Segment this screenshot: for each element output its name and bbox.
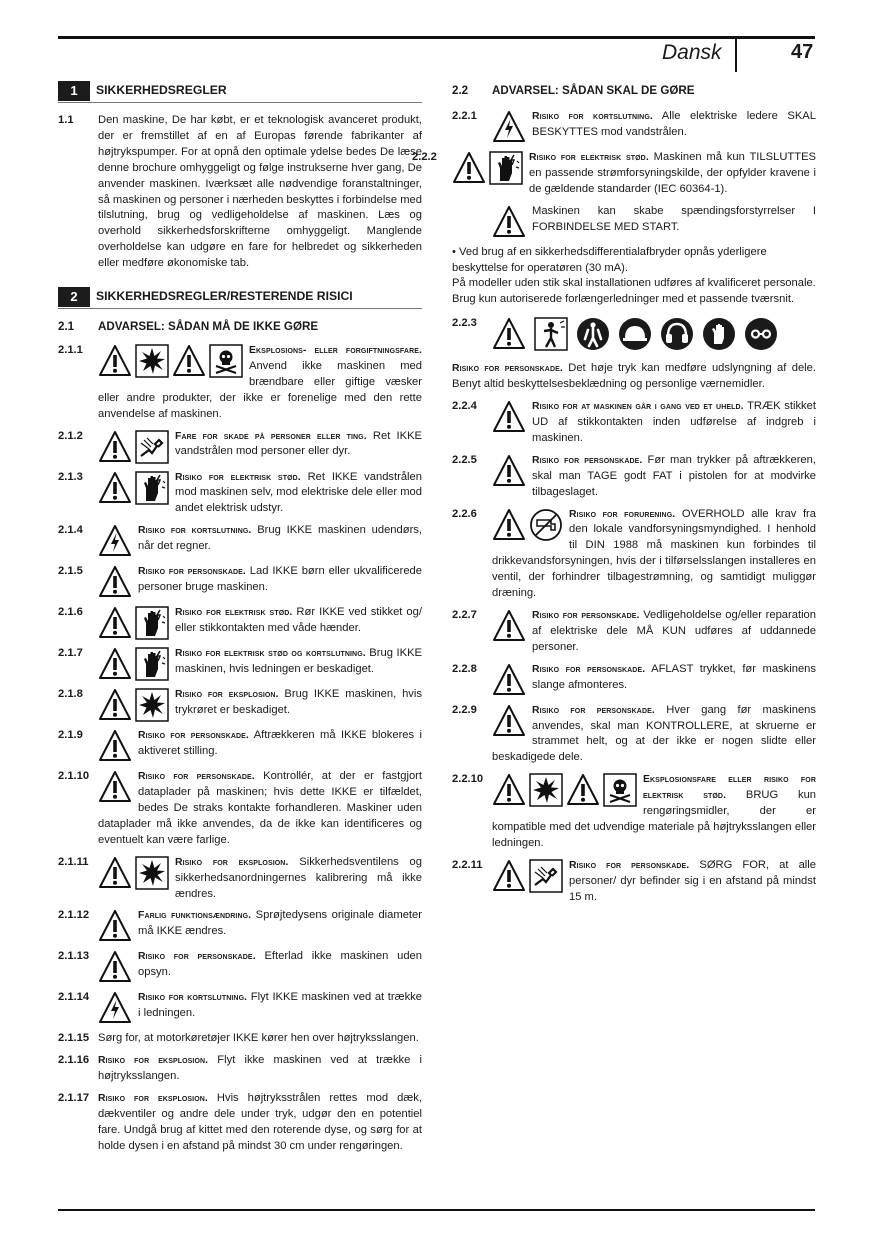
item-number: 2.1.12 [58, 909, 90, 922]
spray-jet-icon [135, 430, 169, 464]
warning-icon [492, 663, 526, 697]
high-voltage-icon [492, 110, 526, 144]
warning-icon [98, 770, 132, 804]
item-text: Flyt IKKE maskinen ved at trække i ledningen. [138, 991, 422, 1020]
item-lead: Risiko for kortslutning. [532, 110, 653, 122]
icon-group [98, 565, 132, 599]
item-text: Brug IKKE maskinen udendørs, når det regner. [138, 524, 422, 553]
item-number: 2.1.6 [58, 606, 83, 619]
item-number: 2.1.1 [58, 343, 83, 356]
warning-icon [452, 151, 486, 185]
item-lead: Risiko for at maskinen går i gang ved et uheld. [532, 401, 744, 413]
item-2-2-7 [452, 608, 816, 656]
item-number-empty [452, 204, 492, 239]
subsection-2-1-heading [58, 319, 422, 335]
item-text: Vedligeholdelse og/eller reparation af elektriske dele MÅ KUN udføres af uddannede personer. [532, 608, 816, 653]
item-2-2-10 [452, 772, 816, 852]
item-text: Aftrækkeren må IKKE blokeres i aktiveret stilling. [138, 729, 422, 758]
item-lead: Risiko for elektrisk stød. [175, 607, 293, 619]
item-2-2-4 [452, 399, 816, 447]
item-2-1-15 [58, 1031, 422, 1047]
section-number: 2 [58, 287, 90, 307]
item-number: 2.1.17 [58, 1092, 90, 1105]
toxic-skull-icon [603, 773, 637, 807]
icon-group [492, 205, 526, 239]
item-text: Sprøjtedysens originale diameter må IKKE ændres. [138, 909, 422, 938]
item-text: Flyt ikke maskinen ved at trække i højtryksslangen. [98, 1054, 422, 1083]
item-text: Sikkerhedsventilens og sikkerhedsanordningernes kalibrering må ikke ændres. [175, 855, 422, 900]
item-number: 2.1.2 [58, 429, 83, 442]
item-2-1-16 [58, 1053, 422, 1085]
icon-group [492, 663, 526, 697]
icon-group [492, 704, 526, 738]
item-2-1-14 [58, 990, 422, 1025]
item-number: 2.2.10 [452, 773, 484, 786]
icon-group [98, 770, 132, 804]
item-text: Alle elektriske ledere SKAL BESKYTTES mod vandstrålen. [532, 109, 816, 138]
warning-icon [492, 859, 526, 893]
warning-icon [98, 856, 132, 890]
warning-icon [98, 471, 132, 505]
warning-icon [98, 909, 132, 943]
no-backflow-tap-icon [529, 508, 563, 542]
ear-protection-icon [660, 317, 694, 351]
item-number: 2.1.13 [58, 950, 90, 963]
warning-icon [566, 773, 600, 807]
icon-group [98, 524, 132, 558]
item-text: Sørg for, at motorkøretøjer IKKE kører hen over højtryksslangen. [98, 1032, 419, 1045]
item-number: 2.2.2 [412, 150, 437, 163]
icon-group [98, 856, 169, 890]
warning-icon [492, 205, 526, 239]
item-text: Anvend ikke maskinen med brændbare eller giftige væsker eller andre produkter, der ikke er forenelige med den rette anvendelse af maskinen. [98, 359, 422, 420]
icon-group [492, 317, 810, 351]
item-number: 2.1.14 [58, 991, 90, 1004]
icon-group [98, 430, 169, 464]
item-lead: Risiko for personskade. [532, 704, 655, 716]
item-lead: Risiko for personskade. [138, 566, 246, 578]
item-number: 2.1.15 [58, 1032, 90, 1045]
warning-icon [492, 508, 526, 542]
helmet-icon [618, 317, 652, 351]
item-lead: Risiko for eksplosion. [98, 1093, 208, 1105]
item-number: 2.2.6 [452, 507, 477, 520]
high-voltage-icon [98, 991, 132, 1025]
footer-rule [58, 1209, 815, 1211]
item-text: Ret IKKE vandstrålen mod maskinen selv, mod elektriske dele eller mod andet elektrisk udstyr. [175, 470, 422, 515]
paragraph-number: 1.1 [58, 114, 74, 126]
item-lead: Risiko for personskade. [532, 663, 646, 675]
icon-group [492, 773, 637, 807]
gloves-icon [702, 317, 736, 351]
section-title: SIKKERHEDSREGLER [96, 83, 227, 98]
item-number: 2.1.7 [58, 647, 83, 660]
item-text: Brug IKKE maskinen, hvis ledningen er beskadiget. [175, 647, 422, 676]
warning-icon [98, 647, 132, 681]
item-2-2-6 [452, 507, 816, 602]
section-2-heading [58, 286, 422, 309]
icon-group [492, 454, 526, 488]
warning-icon [98, 344, 132, 378]
item-number: 2.1.8 [58, 688, 83, 701]
goggles-icon [744, 317, 778, 351]
item-number: 2.2.5 [452, 453, 477, 466]
warning-icon [492, 400, 526, 434]
item-lead: Risiko for personskade. [532, 454, 643, 466]
item-2-1-13 [58, 949, 422, 984]
item-lead: Eksplosionsfare eller risiko for elektrisk stød. [643, 774, 816, 802]
icon-group [492, 609, 526, 643]
item-lead: Risiko for personskade. [569, 859, 690, 871]
item-number: 2.1.9 [58, 729, 83, 742]
item-lead: Risiko for personskade. [532, 609, 640, 621]
icon-group [492, 508, 563, 542]
item-2-2-8 [452, 662, 816, 697]
item-text: Før man trykker på aftrækkeren, skal man TAGE godt FAT i pistolen for at modvirke tilbageslaget. [532, 453, 816, 498]
explosion-icon [135, 344, 169, 378]
item-2-2-5 [452, 453, 816, 501]
item-number: 2.1.5 [58, 565, 83, 578]
header-rule [58, 36, 815, 39]
icon-group [98, 606, 169, 640]
icon-group [98, 729, 132, 763]
icon-group [452, 151, 523, 185]
explosion-icon [135, 688, 169, 722]
item-2-2-2 [412, 150, 816, 198]
paragraph-text: Den maskine, De har købt, er et teknologisk avanceret produkt, der er fremstillet af en af Europas førende fabrikanter af højtrykspumper. For at opnå den optimale ydelse bedes De læse denne brochure omhyggeligt og følge instrukserne hver gang, De anvender maskinen. Iværksæt alle nødvendige foranstaltninger, så maskinen og personer i nærheden beskyttes i forbindelse med tilslutning, brug og vedligeholdelse af maskinen. Læs og overhold sikkerhedsforskrifterne omhyggeligt. Manglende overholdelse kan udgøre en fare for helbredet og sikkerheden eller medføre økonomiske tab. [98, 114, 422, 270]
subsection-title: ADVARSEL: SÅDAN SKAL DE GØRE [492, 84, 695, 97]
toxic-skull-icon [209, 344, 243, 378]
item-lead: Risiko for personskade. [138, 771, 255, 783]
warning-icon [492, 704, 526, 738]
warning-icon [98, 729, 132, 763]
item-2-2-3 [452, 316, 816, 355]
warning-icon [98, 565, 132, 599]
item-2-1-2 [58, 429, 422, 464]
item-2-1-12 [58, 908, 422, 943]
warning-icon [98, 430, 132, 464]
item-number: 2.1.10 [58, 770, 90, 783]
warning-icon [172, 344, 206, 378]
item-start-disturbance-note [452, 204, 816, 239]
item-lead: Risiko for kortslutning. [138, 525, 252, 537]
icon-group [98, 344, 243, 378]
item-lead: Risiko for personskade. [452, 363, 563, 375]
item-lead: Farlig funktionsændring. [138, 910, 252, 922]
icon-group [98, 647, 169, 681]
icon-group [98, 950, 132, 984]
rcd-note: • Ved brug af en sikkerhedsdifferentialafbryder opnås yderligere beskyttelse for operatøren (30 mA). [452, 245, 767, 274]
paragraph-1-1 [58, 113, 422, 272]
item-number: 2.2.11 [452, 858, 483, 871]
warning-icon [98, 606, 132, 640]
item-number: 2.1.11 [58, 855, 89, 868]
item-2-2-11 [452, 858, 816, 906]
item-2-1-10 [58, 769, 422, 849]
item-lead: Risiko for personskade. [138, 730, 249, 742]
section-title: SIKKERHEDSREGLER/RESTERENDE RISICI [96, 289, 353, 304]
explosion-icon [529, 773, 563, 807]
item-lead: Risiko for eksplosion. [175, 689, 279, 701]
item-2-1-6 [58, 605, 422, 640]
subsection-2-2-heading [452, 83, 816, 99]
item-number: 2.2.4 [452, 400, 477, 413]
item-text: TRÆK stikket UD af stikkontakten inden udførelse af indgreb i maskinen. [532, 400, 816, 444]
item-lead: Fare for skade på personer eller ting. [175, 430, 367, 442]
item-2-1-3 [58, 470, 422, 518]
item-2-1-8 [58, 687, 422, 722]
section-1-heading [58, 80, 422, 103]
item-lead: Risiko for eksplosion. [175, 856, 289, 868]
qualified-installation-note: På modeller uden stik skal installationen udføres af kvalificeret personale. [452, 277, 816, 290]
item-text: BRUG kun rengøringsmidler, der er kompatible med det udvendige materiale på højtryksslangen eller ledningen. [492, 789, 817, 849]
item-number: 2.2.1 [452, 109, 477, 122]
language-label: Dansk [662, 41, 722, 64]
item-number: 2.2.9 [452, 703, 477, 716]
warning-icon [492, 454, 526, 488]
item-lead: Risiko for elektrisk stød. [175, 471, 301, 483]
subsection-number: 2.2 [452, 84, 469, 97]
page-number: 47 [791, 41, 814, 63]
item-text: Maskinen kan skabe spændingsforstyrrelser I FORBINDELSE MED START. [532, 204, 816, 233]
icon-group [98, 688, 169, 722]
electric-hand-icon [135, 647, 169, 681]
warning-icon [492, 773, 526, 807]
item-2-1-11 [58, 855, 422, 903]
item-2-2-9 [452, 703, 816, 767]
warning-icon [492, 609, 526, 643]
item-number: 2.2.7 [452, 608, 477, 621]
icon-group [98, 991, 132, 1025]
icon-group [98, 471, 169, 505]
protective-suit-icon [576, 317, 610, 351]
item-text: Hvis højtryksstrålen rettes mod dæk, dækventiler og andre dele under tryk, udgør den en potentiel fare. Undgå brug af kittet med den roterende dyse, og sørg for at holde dysen i en afstand på mindst 30 cm under rengøringen. [98, 1092, 422, 1152]
item-text: Maskinen må kun TILSLUTTES en passende strømforsyningskilde, der opfylder kravene i de gældende standarder (IEC 60364-1). [529, 150, 816, 195]
item-number: 2.2.3 [452, 317, 477, 330]
icon-group [98, 909, 132, 943]
icon-group [492, 110, 526, 144]
section-number: 1 [58, 81, 90, 101]
item-lead: Risiko for kortslutning. [138, 992, 248, 1004]
item-2-1-1 [58, 343, 422, 423]
electric-hand-icon [489, 151, 523, 185]
item-2-1-9 [58, 728, 422, 763]
item-text: Hver gang før maskinens anvendes, skal man KONTROLLERE, at skruerne er strammet helt, og at der ikke er nogen slidte eller beskadigede dele. [492, 703, 816, 764]
item-text: Kontrollér, at der er fastgjort dataplader på maskinen; hvis dette IKKE er tilfældet, bedes De straks kontakte forhandleren. Maskiner uden dataplader må ikke anvendes, da de ikke kan identificeres og eventuelt kan være farlige. [98, 770, 423, 846]
warning-icon [98, 950, 132, 984]
header-divider [735, 38, 737, 72]
extension-cord-note: Brug kun autoriserede forlængerledninger med et passende tværsnit. [452, 293, 795, 306]
item-number: 2.2.8 [452, 662, 477, 675]
item-number: 2.1.4 [58, 524, 83, 537]
ejected-parts-icon [534, 317, 568, 351]
item-text: Efterlad ikke maskinen uden opsyn. [138, 950, 422, 979]
item-2-1-4 [58, 523, 422, 558]
item-text: Lad IKKE børn eller ukvalificerede personer bruge maskinen. [138, 565, 422, 594]
electric-hand-icon [135, 606, 169, 640]
item-lead: Risiko for eksplosion. [98, 1055, 209, 1067]
item-text: Ret IKKE vandstrålen mod personer eller dyr. [175, 429, 423, 458]
item-2-2-3-text [452, 361, 816, 393]
subsection-number: 2.1 [58, 320, 75, 334]
warning-icon [98, 688, 132, 722]
item-number: 2.1.3 [58, 470, 83, 483]
item-2-1-5 [58, 564, 422, 599]
item-number: 2.1.16 [58, 1054, 90, 1067]
explosion-icon [135, 856, 169, 890]
warning-icon [492, 317, 526, 351]
item-text: SØRG FOR, at alle personer/ dyr befinder sig i en afstand på mindst 15 m. [569, 858, 816, 903]
item-lead: Risiko for elektrisk stød og kortslutning. [175, 648, 366, 660]
item-lead: Risiko for elektrisk stød. [529, 151, 649, 163]
item-text: Brug IKKE maskinen, hvis trykrøret er beskadiget. [175, 688, 422, 717]
icon-group [492, 859, 563, 893]
item-text: OVERHOLD alle krav fra den lokale vandforsyningsmyndighed. I henhold til DIN 1988 må maskinen kun forbindes til drikkevandsforsyningen, hvis der i tilførselsslangen installeres en ventil, der forhindrer tilbagestrømning, og samtidigt muliggør dræning. [492, 507, 816, 600]
spray-jet-icon [529, 859, 563, 893]
item-lead: Risiko for personskade. [138, 951, 256, 963]
high-voltage-icon [98, 524, 132, 558]
right-column [412, 80, 817, 912]
electric-hand-icon [135, 471, 169, 505]
item-lead: Risiko for forurening. [569, 508, 676, 520]
subsection-title: ADVARSEL: SÅDAN MÅ DE IKKE GØRE [98, 320, 319, 334]
item-lead: Eksplosions- eller forgiftningsfare. [249, 344, 422, 356]
item-2-1-17 [58, 1091, 422, 1155]
item-text: AFLAST trykket, før maskinens slange afmonteres. [532, 662, 816, 691]
item-text: Det høje tryk kan medføre udslyngning af dele. Benyt altid beskyttelsesbeklædning og personlige værnemidler. [452, 362, 816, 391]
item-2-2-1 [452, 109, 816, 144]
icon-group [492, 400, 526, 434]
left-column [58, 80, 422, 1161]
item-2-1-7 [58, 646, 422, 681]
item-text: Rør IKKE ved stikket og/ eller stikkontakten med våde hænder. [175, 606, 422, 635]
